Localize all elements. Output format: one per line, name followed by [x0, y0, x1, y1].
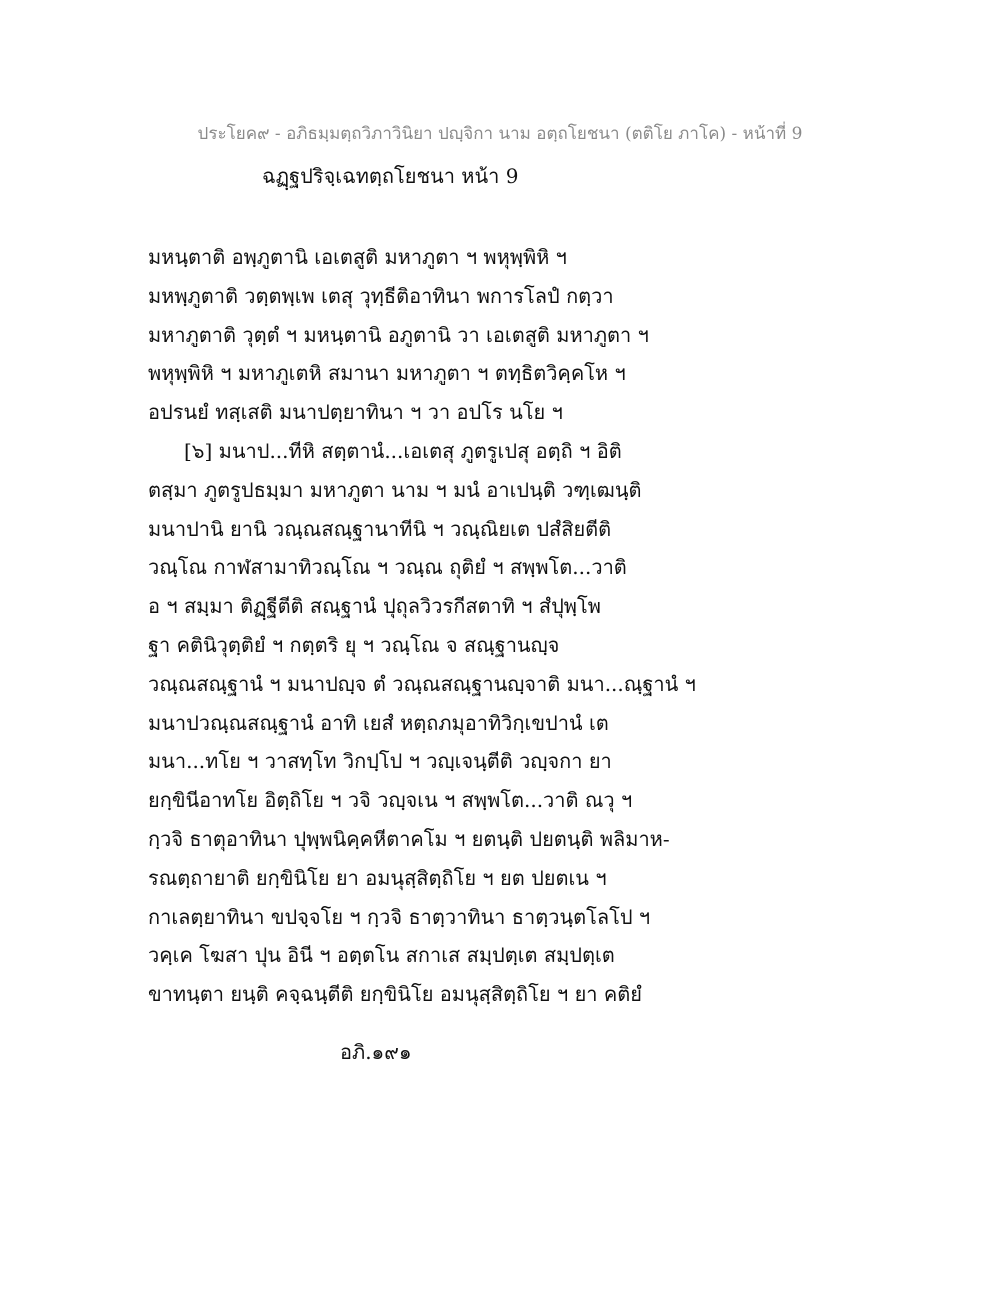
text-line: มหพฺภูตาติ วตฺตพฺเพ เตสุ วุทฺธีติอาทินา พการโลปํ กตฺวา [148, 283, 614, 308]
text-line: ตสฺมา ภูตรูปธมฺมา มหาภูตา นาม ฯ มนํ อาเปนฺติ วฑฺเฒนฺติ [148, 477, 642, 502]
section-title: ฉฏฺฐปริจฺเฉทตฺถโยชนา หน้า 9 [262, 164, 519, 188]
paragraph-start-line: [๖] มนาป...ทีหิ สตฺตานํ...เอเตสุ ภูตรูเปสุ อตฺถิ ฯ อิติ [184, 438, 622, 463]
text-line: อปรนยํ ทสฺเสติ มนาปตฺยาทินา ฯ วา อปโร นโย ฯ [148, 400, 563, 425]
text-line: ฐา คตินิวุตฺติยํ ฯ กตฺตริ ยุ ฯ วณฺโณ จ สณฺฐานญฺจ [148, 632, 560, 657]
running-header [0, 120, 1000, 147]
text-line: มนาปวณฺณสณฺฐานํ อาทิ เยสํ หตฺถภมุอาทิวิกฺเขปานํ เต [148, 710, 609, 735]
text-line: มนาปานิ ยานิ วณฺณสณฺฐานาทีนิ ฯ วณฺณิยเต ปสํสิยตีติ [148, 516, 612, 541]
page-footer-mark: อภิ.๑๙๑ [340, 1040, 412, 1064]
running-header-text: ประโยค๙ - อภิธมฺมตฺถวิภาวินิยา ปญฺจิกา นาม อตฺถโยชนา (ตติโย ภาโค) - หน้าที่ 9 [197, 124, 803, 144]
text-line: วณฺณสณฺฐานํ ฯ มนาปญฺจ ตํ วณฺณสณฺฐานญฺจาติ มนา...ณฺฐานํ ฯ [148, 671, 696, 696]
text-line: กฺวจิ ธาตุอาทินา ปุพฺพนิคฺคหีตาคโม ฯ ยตนฺติ ปยตนฺติ พลิมาห- [148, 826, 670, 851]
body-text [148, 238, 696, 1014]
text-line: มนา...ทโย ฯ วาสทฺโท วิกปฺโป ฯ วญฺเจนฺตีติ วญฺจกา ยา [148, 749, 612, 774]
text-line: รณตฺถายาติ ยกฺขินิโย ยา อมนุสฺสิตฺถิโย ฯ ยต ปยตเน ฯ [148, 865, 607, 890]
text-line: ขาทนฺตา ยนฺติ คจฺฉนฺตีติ ยกฺขินิโย อมนุสฺสิตฺถิโย ฯ ยา คติยํ [148, 982, 642, 1007]
text-line: พหุพฺพิหิ ฯ มหาภูเตหิ สมานา มหาภูตา ฯ ตทฺธิตวิคฺคโห ฯ [148, 361, 626, 386]
text-line: อ ฯ สมฺมา ติฏฺฐีตีติ สณฺฐานํ ปุถุลวิวรกีสตาทิ ฯ สํปุพฺโพ [148, 594, 601, 619]
text-line: วคฺเค โฆสา ปุน อินี ฯ อตฺตโน สกาเส สมฺปตฺเต สมฺปตฺเต [148, 943, 615, 968]
text-line: ยกฺขินีอาทโย อิตฺถิโย ฯ วจิ วญฺจเน ฯ สพฺพโต...วาติ ณวุ ฯ [148, 788, 633, 813]
text-line: มหาภูตาติ วุตฺตํ ฯ มหนฺตานิ อภูตานิ วา เอเตสูติ มหาภูตา ฯ [148, 322, 649, 347]
text-line: มหนฺตาติ อพฺภูตานิ เอเตสูติ มหาภูตา ฯ พหุพฺพิหิ ฯ [148, 245, 567, 269]
text-line: วณฺโณ กาฬสามาทิวณฺโณ ฯ วณฺณ ถุติยํ ฯ สพฺพโต...วาติ [148, 555, 627, 580]
text-line: กาเลตฺยาทินา ขปจฺจโย ฯ กฺวจิ ธาตฺวาทินา ธาตฺวนฺตโลโป ฯ [148, 904, 651, 929]
